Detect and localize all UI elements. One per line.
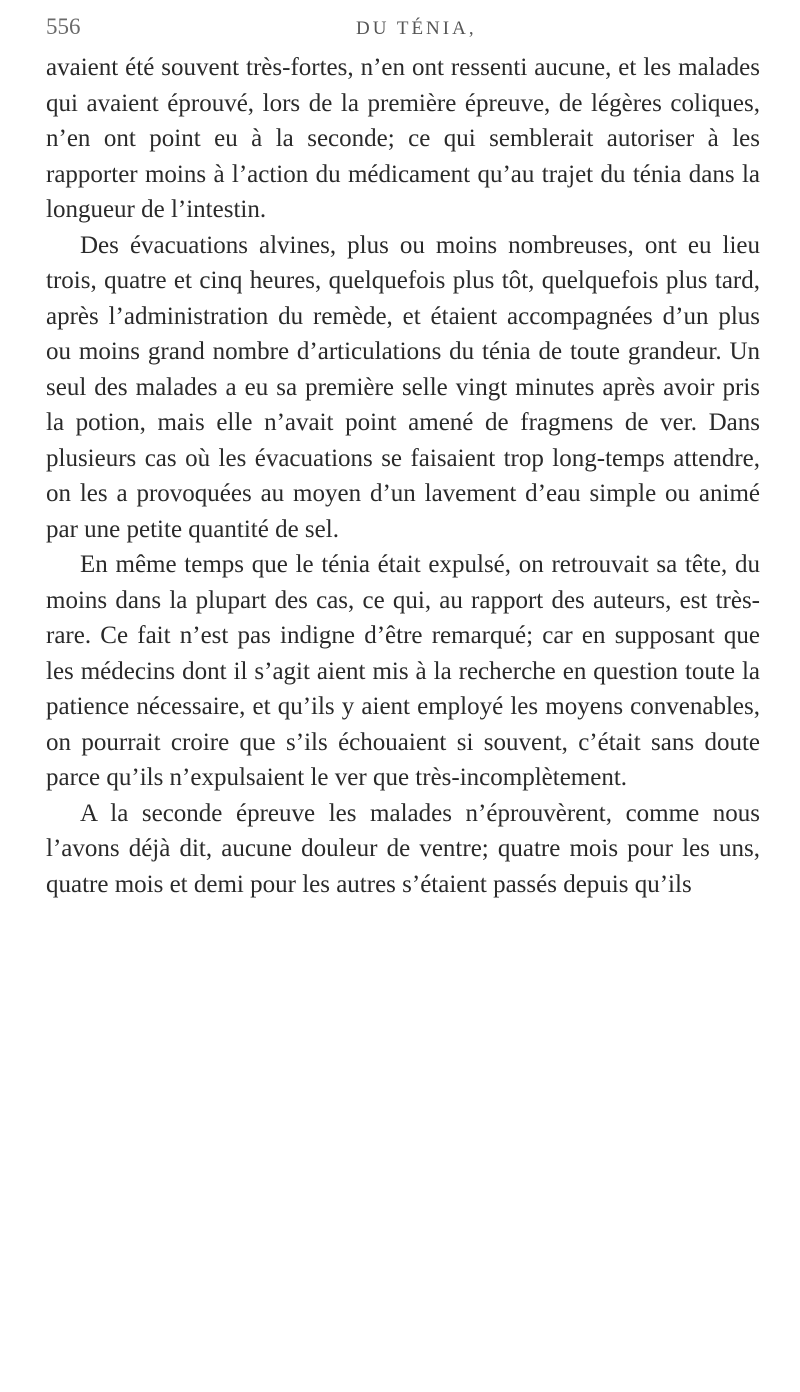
page-number: 556 — [46, 14, 81, 39]
body-text — [46, 50, 760, 902]
paragraph-tete: En même temps que le ténia était expulsé, on retrouvait sa tête, du moins dans la plupart des cas, ce qui, au rapport des auteurs, est très-rare. Ce fait n’est pas indigne d’être remarqué; car en supposant que les médecins dont il s’agit aient mis à la recherche en question toute la patience nécessaire, et qu’ils y aient employé les moyens convenables, on pourrait croire que s’ils échouaient si souvent, c’était sans doute parce qu’ils n’expulsaient le ver que très-incomplètement. — [46, 551, 760, 791]
running-head: DU TÉNIA, — [356, 18, 477, 39]
paragraph-seconde-epreuve: A la seconde épreuve les malades n’éprouvèrent, comme nous l’avons déjà dit, aucune douleur de ventre; quatre mois pour les uns, quatre mois et demi pour les autres s’étaient passés depuis qu’ils — [46, 799, 760, 898]
paragraph-continuation: avaient été souvent très-fortes, n’en ont ressenti aucune, et les malades qui avaient éprouvé, lors de la première épreuve, de légères coliques, n’en ont point eu à la seconde; ce qui semblerait autoriser à les rapporter moins à l’action du médicament qu’au trajet du ténia dans la longueur de l’intestin. — [46, 54, 760, 223]
paragraph-evacuations: Des évacuations alvines, plus ou moins nombreuses, ont eu lieu trois, quatre et cinq heures, quelquefois plus tôt, quelquefois plus tard, après l’administration du remède, et étaient accompagnées d’un plus ou moins grand nombre d’articulations du ténia de toute grandeur. Un seul des malades a eu sa première selle vingt minutes après avoir pris la potion, mais elle n’avait point amené de fragmens de ver. Dans plusieurs cas où les évacuations se faisaient trop long-temps attendre, on les a provoquées au moyen d’un lavement d’eau simple ou animé par une petite quantité de sel. — [46, 231, 760, 543]
page-header — [46, 14, 760, 50]
